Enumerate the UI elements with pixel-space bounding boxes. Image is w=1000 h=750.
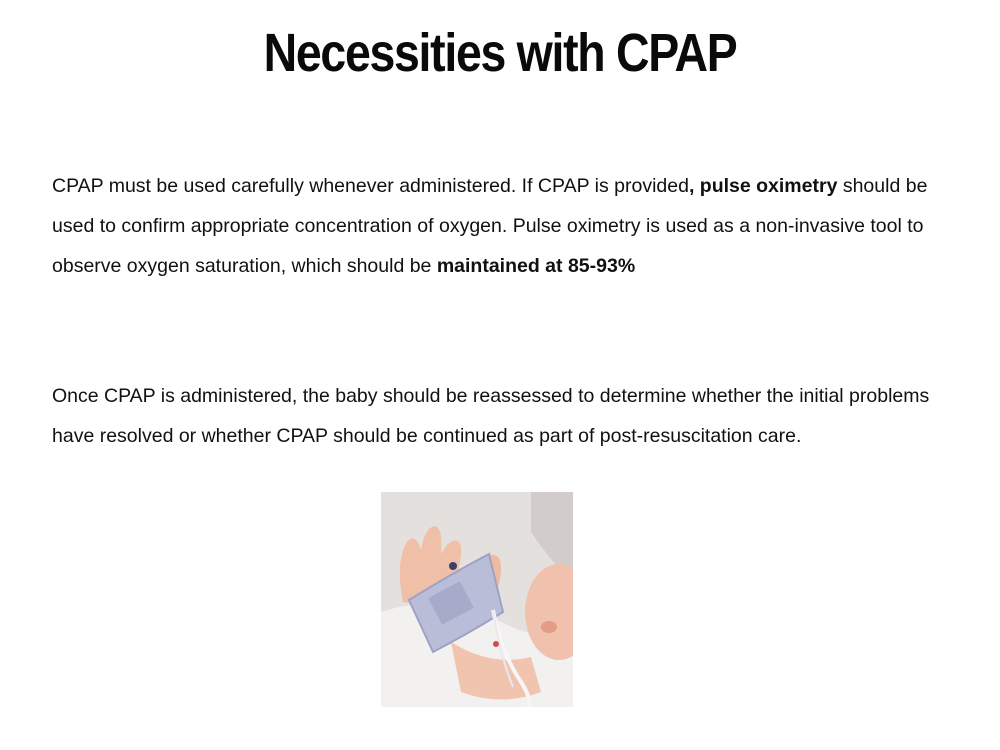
baby-cheek-shape: [541, 621, 557, 633]
infant-pulse-oximeter-photo: [381, 492, 573, 707]
paragraph1-text-b: should be used to confirm appropriate concentration of oxygen. Pulse oximetry is used as a non-invasive tool to observe oxygen saturation, which should be: [52, 175, 928, 277]
oximeter-snap-dot: [449, 562, 457, 570]
paragraph-pulse-oximetry: [52, 166, 942, 286]
paragraph1-text-a: CPAP must be used carefully whenever administered. If CPAP is provided: [52, 175, 689, 197]
paragraph1-bold-pulse-oximetry: , pulse oximetry: [688, 175, 838, 197]
cable-marker-dot: [493, 641, 499, 647]
paragraph1-bold-saturation-range: maintained at 85-93%: [436, 255, 636, 277]
slide-title: Necessities with CPAP: [263, 23, 737, 83]
photo-illustration: [381, 492, 573, 707]
paragraph-reassessment: Once CPAP is administered, the baby should be reassessed to determine whether the initial problems have resolved or whether CPAP should be continued as part of post-resuscitation care.: [52, 385, 930, 447]
